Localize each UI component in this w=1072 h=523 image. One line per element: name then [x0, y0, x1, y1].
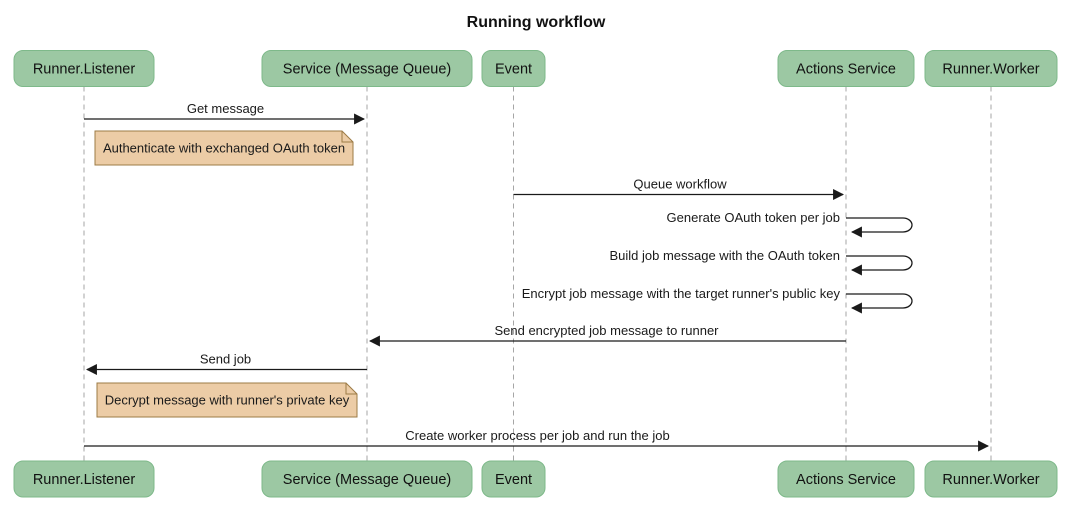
self-loop-arrow: [846, 294, 912, 308]
participant-label: Runner.Listener: [32, 472, 136, 488]
participants-top: [14, 51, 1057, 87]
participant-label: Runner.Worker: [942, 61, 1040, 78]
participant-label: Runner.Worker: [942, 472, 1040, 488]
participant-label: Actions Service: [796, 61, 896, 78]
message-encrypt-job-message: [522, 286, 912, 308]
message-label: Queue workflow: [633, 176, 727, 192]
message-generate-oauth-token: [667, 210, 912, 232]
message-label: Create worker process per job and run the job: [405, 428, 670, 443]
participant-bottom-runner-worker: [925, 461, 1057, 497]
participant-bottom-actions-service: [778, 461, 914, 497]
message-label: Generate OAuth token per job: [666, 210, 840, 225]
participant-bottom-runner-listener: [14, 461, 154, 497]
participant-top-runner-worker: [925, 51, 1057, 87]
message-queue-workflow: [514, 177, 844, 195]
participant-label: Service (Message Queue): [282, 472, 452, 488]
message-get-message: [84, 101, 364, 119]
participant-bottom-event: [482, 461, 545, 497]
note-decrypt: [97, 383, 357, 417]
note-text: Decrypt message with runner's private key: [104, 392, 350, 408]
self-loop-arrow: [846, 256, 912, 270]
message-create-worker: [84, 428, 988, 446]
participant-label: Event: [494, 61, 533, 78]
message-send-job: [87, 352, 367, 370]
participant-bottom-service-message-queue: [262, 461, 472, 497]
message-label: Build job message with the OAuth token: [609, 248, 840, 263]
participant-top-service-message-queue: [262, 51, 472, 87]
message-send-encrypted-job: [370, 323, 846, 341]
message-label: Get message: [186, 101, 265, 116]
message-label: Send job: [199, 351, 252, 367]
participants-bottom: [14, 461, 1057, 497]
message-label: Send encrypted job message to runner: [494, 323, 719, 338]
participant-top-actions-service: [778, 51, 914, 87]
message-label: Encrypt job message with the target runner's public key: [521, 286, 840, 301]
participant-label: Runner.Listener: [32, 61, 136, 78]
diagram-title: Running workflow: [466, 14, 606, 31]
participant-top-runner-listener: [14, 51, 154, 87]
note-text: Authenticate with exchanged OAuth token: [102, 140, 346, 156]
participant-label: Service (Message Queue): [282, 61, 452, 78]
participant-top-event: [482, 51, 545, 87]
participant-label: Event: [494, 472, 533, 488]
self-loop-arrow: [846, 218, 912, 232]
participant-label: Actions Service: [796, 472, 896, 488]
note-authenticate: [95, 131, 353, 165]
message-build-job-message: [609, 248, 912, 270]
